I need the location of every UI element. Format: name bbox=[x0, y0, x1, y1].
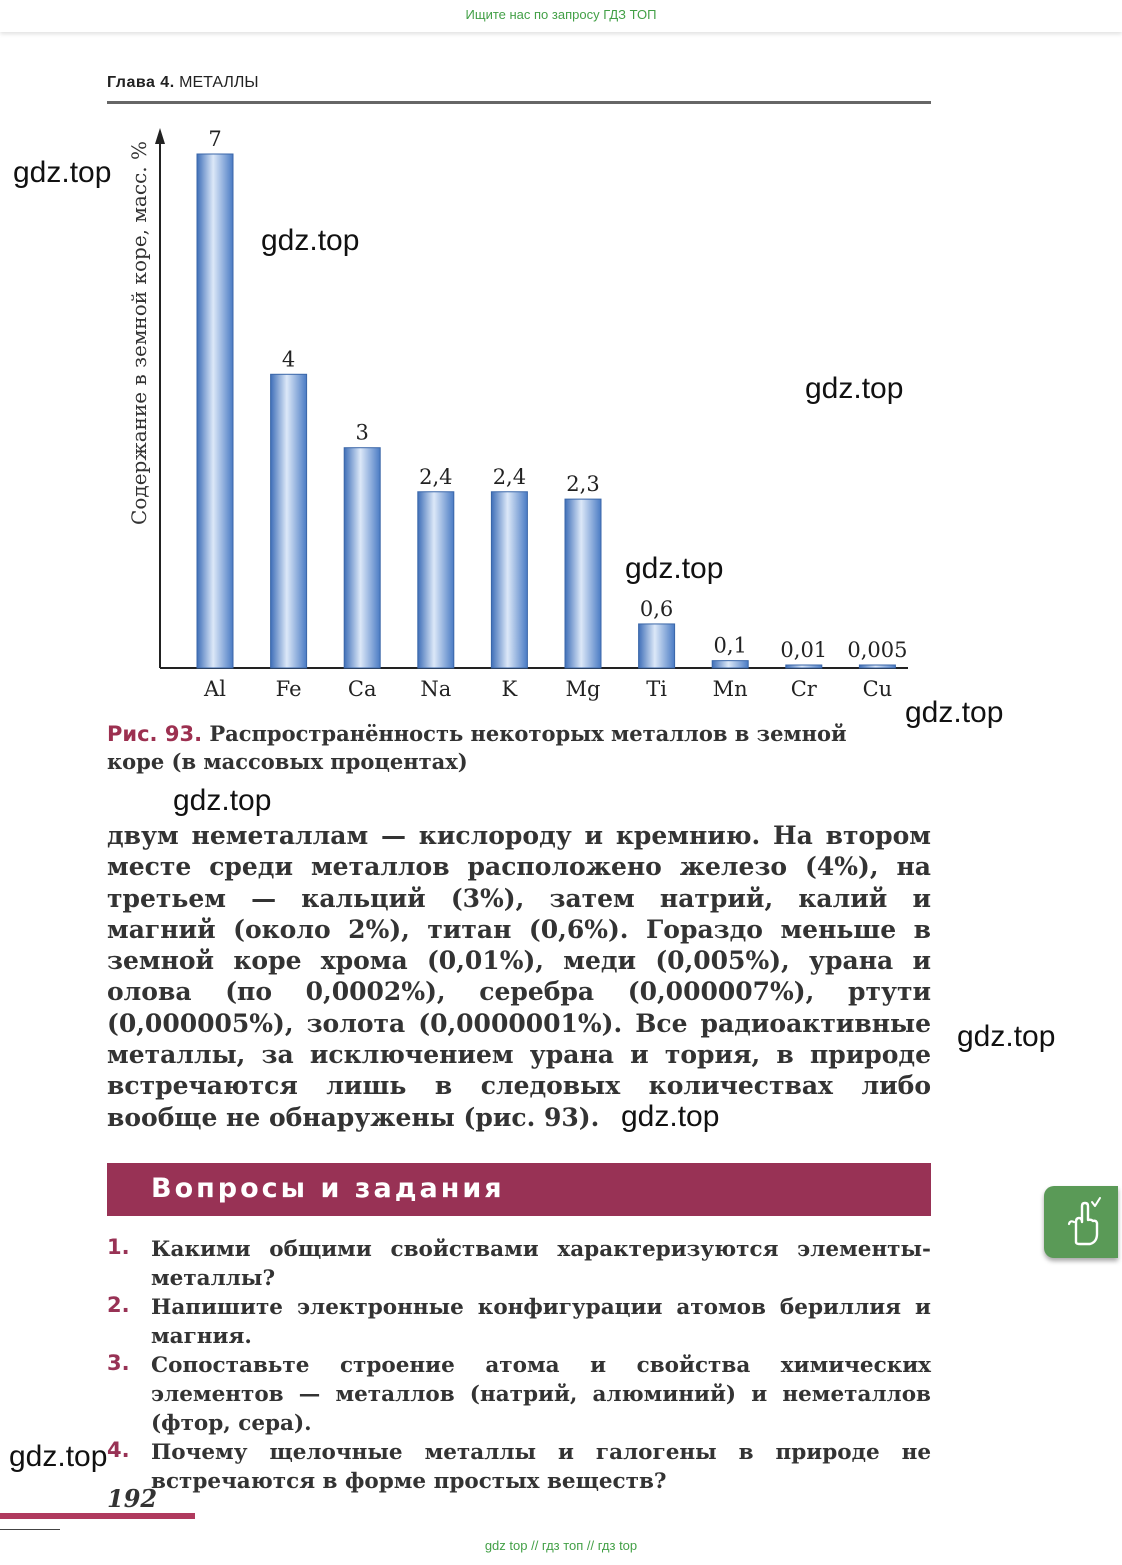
bar-k bbox=[491, 492, 527, 668]
question-number: 4. bbox=[107, 1438, 130, 1462]
tap-action-button[interactable] bbox=[1044, 1186, 1118, 1258]
value-label-mn: 0,1 bbox=[713, 633, 747, 658]
value-label-ca: 3 bbox=[355, 420, 369, 445]
question-number: 3. bbox=[107, 1351, 130, 1375]
value-label-na: 2,4 bbox=[419, 464, 453, 489]
category-label-ca: Ca bbox=[347, 677, 377, 701]
category-label-k: K bbox=[501, 677, 518, 701]
category-label-mn: Mn bbox=[712, 677, 748, 701]
value-label-fe: 4 bbox=[281, 347, 296, 372]
tap-hand-icon bbox=[1062, 1196, 1102, 1248]
bar-cu bbox=[859, 665, 895, 668]
value-label-cr: 0,01 bbox=[780, 638, 828, 662]
value-label-cu: 0,005 bbox=[847, 638, 908, 662]
bar-cr bbox=[786, 665, 822, 668]
chapter-title: МЕТАЛЛЫ bbox=[179, 74, 259, 91]
category-label-na: Na bbox=[420, 677, 452, 701]
bar-al bbox=[197, 154, 233, 668]
page-divider bbox=[0, 1529, 60, 1530]
page-accent-bar bbox=[0, 1513, 195, 1519]
question-item bbox=[107, 1235, 931, 1293]
bar-mn bbox=[712, 661, 748, 668]
body-paragraph: двум неметаллам — кислороду и кремнию. На втором месте среди металлов расположено железо (4%), на третьем — кальций (3%), затем натрий, калий и магний (около 2%), титан (0,6%). Гораздо меньше в земной коре хрома (0,01%), меди (0,005%), урана и олова (по 0,0002%), серебра (0,000007%), ртути (0,000005%), золота (0,0000001%). Все радиоактивные металлы, за исключением урана и тория, в природе встречаются лишь в следовых количествах либо вообще не обнаружены (рис. 93). bbox=[107, 821, 931, 1132]
question-number: 2. bbox=[107, 1293, 130, 1317]
question-text: Сопоставьте строение атома и свойства химических элементов — металлов (натрий, алюминий) и неметаллов (фтор, сера). bbox=[151, 1353, 931, 1436]
question-item bbox=[107, 1351, 931, 1438]
watermark: gdz.top bbox=[173, 784, 272, 817]
questions-title: Вопросы и задания bbox=[151, 1173, 505, 1204]
question-text: Какими общими свойствами характеризуются элементы-металлы? bbox=[151, 1237, 931, 1291]
value-label-mg: 2,3 bbox=[566, 472, 600, 497]
watermark: gdz.top bbox=[621, 1100, 720, 1133]
question-item bbox=[107, 1293, 931, 1351]
bar-mg bbox=[565, 499, 601, 668]
figure-caption-text: Распространённость некоторых металлов в земной коре (в массовых процентах) bbox=[107, 721, 847, 774]
questions-list bbox=[107, 1235, 931, 1496]
watermark: gdz.top bbox=[13, 156, 112, 189]
question-text: Почему щелочные металлы и галогены в природе не встречаются в форме простых веществ? bbox=[151, 1440, 931, 1494]
value-label-k: 2,4 bbox=[492, 464, 527, 489]
category-label-cr: Cr bbox=[790, 677, 817, 701]
chapter-header bbox=[107, 74, 259, 92]
footer-links[interactable]: gdz top // гдз топ // гдз top bbox=[484, 1538, 638, 1553]
y-axis-label: Содержание в земной коре, масс. % bbox=[127, 141, 151, 525]
watermark: gdz.top bbox=[261, 224, 360, 257]
value-label-ti: 0,6 bbox=[639, 596, 674, 621]
top-banner bbox=[0, 0, 1122, 32]
figure-caption bbox=[107, 720, 907, 776]
bar-ti bbox=[639, 624, 675, 668]
bar-fe bbox=[271, 374, 307, 668]
bar-na bbox=[418, 492, 454, 668]
search-hint-link[interactable]: Ищите нас по запросу ГДЗ ТОП bbox=[465, 7, 657, 22]
question-item bbox=[107, 1438, 931, 1496]
category-label-fe: Fe bbox=[275, 677, 302, 701]
watermark: gdz.top bbox=[9, 1440, 108, 1473]
bar-ca bbox=[344, 448, 380, 668]
y-axis-arrow bbox=[155, 128, 165, 144]
figure-label: Рис. 93. bbox=[107, 722, 203, 746]
question-text: Напишите электронные конфигурации атомов бериллия и магния. bbox=[151, 1295, 931, 1349]
question-number: 1. bbox=[107, 1235, 130, 1259]
page-number: 192 bbox=[107, 1484, 158, 1513]
metal-abundance-chart bbox=[100, 118, 920, 708]
watermark: gdz.top bbox=[805, 372, 904, 405]
category-label-ti: Ti bbox=[646, 677, 667, 701]
watermark: gdz.top bbox=[625, 552, 724, 585]
questions-banner bbox=[107, 1163, 931, 1216]
category-label-al: Al bbox=[204, 677, 226, 701]
chapter-rule bbox=[107, 101, 931, 104]
category-label-mg: Mg bbox=[565, 677, 601, 701]
chapter-label: Глава 4. bbox=[107, 74, 175, 91]
watermark: gdz.top bbox=[905, 696, 1004, 729]
category-label-cu: Cu bbox=[862, 677, 893, 701]
value-label-al: 7 bbox=[208, 127, 222, 151]
watermark: gdz.top bbox=[957, 1020, 1056, 1053]
